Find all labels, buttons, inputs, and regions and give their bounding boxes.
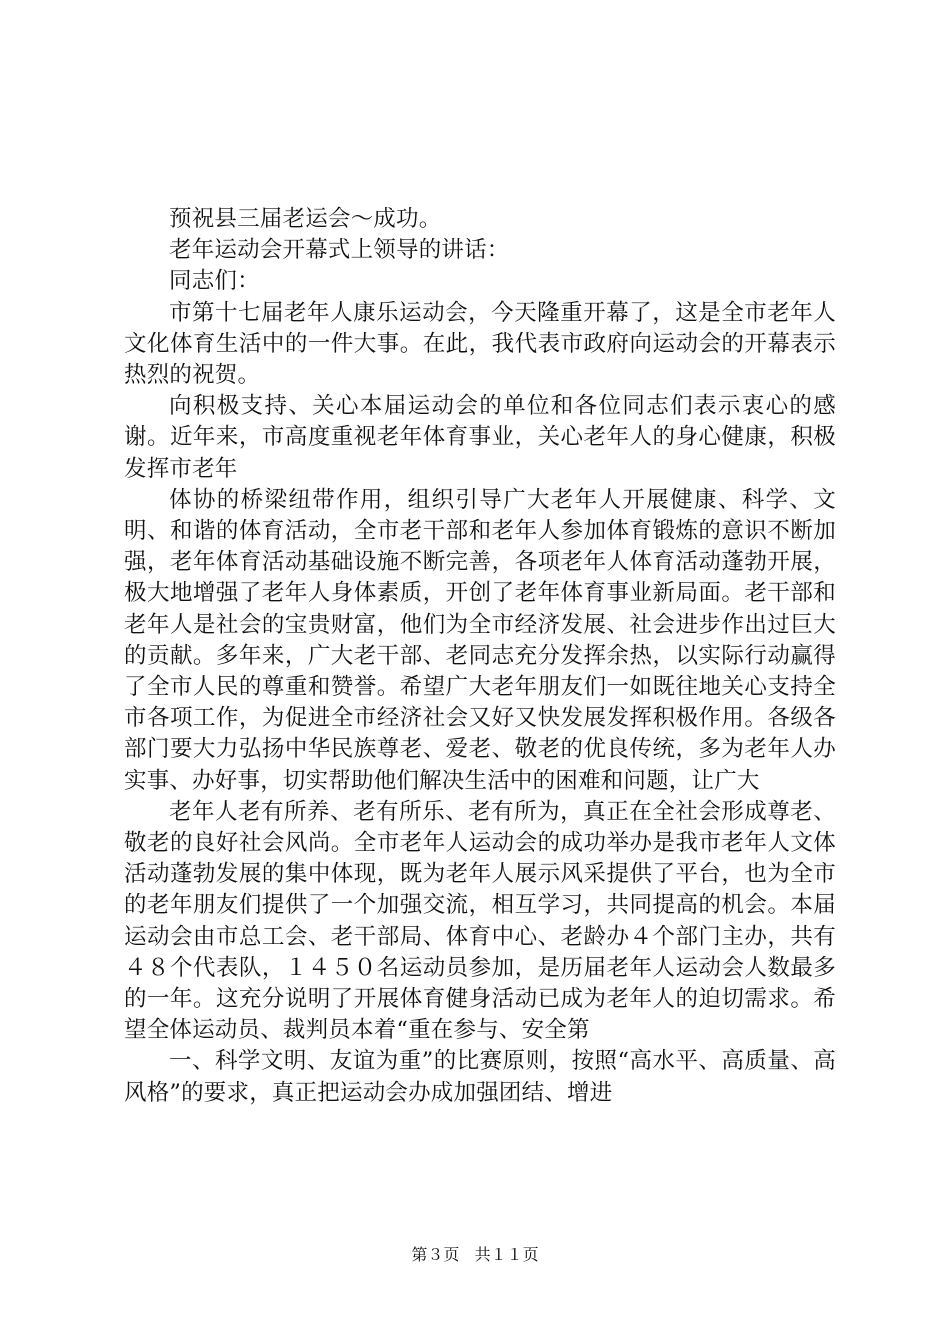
paragraph-wish: 预祝县三届老运会～成功。	[169, 206, 442, 232]
paragraph-opening: 市第十七届老年人康乐运动会，今天隆重开幕了，这是全市老年人文化体育生活中的一件大事。在此，我代表市政府向运动会的开幕表示热烈的祝贺。	[124, 299, 836, 389]
page-separator	[464, 1245, 469, 1264]
paragraph-association: 体协的桥梁纽带作用，组织引导广大老年人开展健康、科学、文明、和谐的体育活动，全市老干部和老年人参加体育锻炼的意识不断加强，老年体育活动基础设施不断完善，各项老年人体育活动蓬勃开展，极大地增强了老年人身体素质，开创了老年体育事业新局面。老干部和老年人是社会的宝贵财富，他们为全市经济发展、社会进步作出过巨大的贡献。多年来，广大老干部、老同志充分发挥余热，以实际行动赢得了全市人民的尊重和赞誉。希望广大老年朋友们一如既往地关心支持全市各项工作，为促进全市经济社会又好又快发展发挥积极作用。各级各部门要大力弘扬中华民族尊老、爱老、敬老的优良传统，多为老年人办实事、办好事，切实帮助他们解决生活中的困难和问题，让广大	[124, 486, 836, 794]
paragraph-speech-title: 老年运动会开幕式上领导的讲话：	[169, 237, 510, 264]
paragraph-salutation: 同志们：	[169, 268, 260, 295]
page-footer	[0, 1242, 950, 1265]
paragraph-principles: 一、科学文明、友谊为重”的比赛原则，按照“高水平、高质量、高风格”的要求，真正把运动会办成加强团结、增进	[124, 1048, 836, 1106]
paragraph-event: 老年人老有所养、老有所乐、老有所为，真正在全社会形成尊老、敬老的良好社会风尚。全市老年人运动会的成功举办是我市老年人文体活动蓬勃发展的集中体现，既为老年人展示风采提供了平台，也为全市的老年朋友们提供了一个加强交流，相互学习，共同提高的机会。本届运动会由市总工会、老干部局、体育中心、老龄办４个部门主办，共有４８个代表队，１４５０名运动员参加，是历届老年人运动会人数最多的一年。这充分说明了开展体育健身活动已成为老年人的迫切需求。希望全体运动员、裁判员本着“重在参与、安全第	[124, 798, 836, 1044]
paragraph-thanks: 向积极支持、关心本届运动会的单位和各位同志们表示衷心的感谢。近年来，市高度重视老年体育事业，关心老年人的身心健康，积极发挥市老年	[124, 393, 836, 482]
page-total: 共１１页	[474, 1245, 539, 1264]
document-body	[124, 204, 836, 1109]
page-number: 第３页	[411, 1245, 460, 1264]
